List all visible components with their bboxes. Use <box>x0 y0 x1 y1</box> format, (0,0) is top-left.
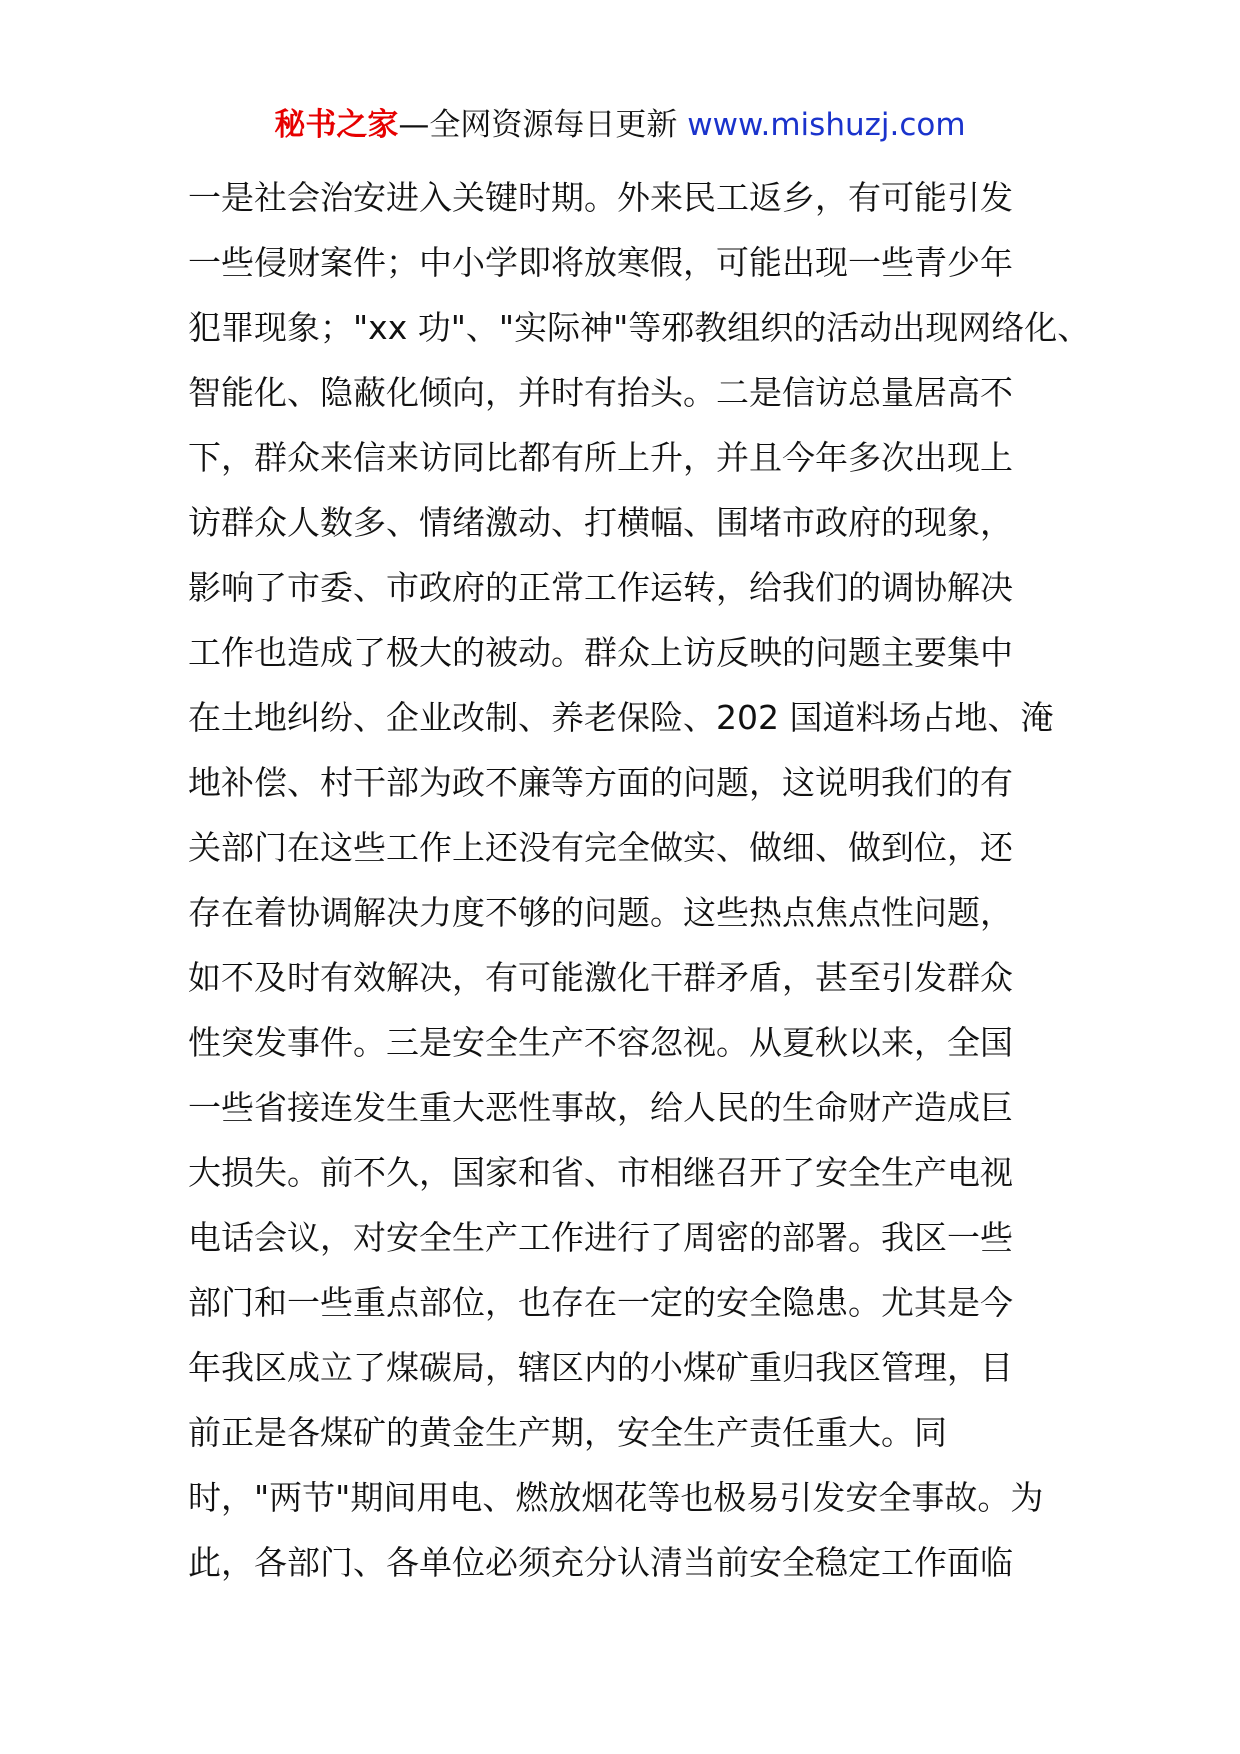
paragraph-line: 电话会议，对安全生产工作进行了周密的部署。我区一些 <box>188 1218 1013 1257</box>
paragraph-line: 访群众人数多、情绪激动、打横幅、围堵市政府的现象， <box>188 503 1013 542</box>
site-tagline: —全网资源每日更新 <box>398 107 678 143</box>
paragraph-line: 在土地纠纷、企业改制、养老保险、202 国道料场占地、淹 <box>188 698 1054 737</box>
paragraph-line: 工作也造成了极大的被动。群众上访反映的问题主要集中 <box>188 633 1013 672</box>
paragraph-line: 部门和一些重点部位，也存在一定的安全隐患。尤其是今 <box>188 1283 1013 1322</box>
paragraph-line: 此，各部门、各单位必须充分认清当前安全稳定工作面临 <box>188 1543 1013 1582</box>
site-brand: 秘书之家 <box>274 107 399 143</box>
paragraph-line: 如不及时有效解决，有可能激化干群矛盾，甚至引发群众 <box>188 958 1013 997</box>
paragraph-line: 影响了市委、市政府的正常工作运转，给我们的调协解决 <box>188 568 1013 607</box>
paragraph-line: 一些省接连发生重大恶性事故，给人民的生命财产造成巨 <box>188 1088 1013 1127</box>
paragraph-line: 一是社会治安进入关键时期。外来民工返乡，有可能引发 <box>188 178 1013 217</box>
paragraph-line: 智能化、隐蔽化倾向，并时有抬头。二是信访总量居高不 <box>188 373 1013 412</box>
paragraph-line: 存在着协调解决力度不够的问题。这些热点焦点性问题， <box>188 893 1013 932</box>
paragraph-line: 大损失。前不久，国家和省、市相继召开了安全生产电视 <box>188 1153 1013 1192</box>
paragraph-line: 关部门在这些工作上还没有完全做实、做细、做到位，还 <box>188 828 1013 867</box>
paragraph-line: 年我区成立了煤碳局，辖区内的小煤矿重归我区管理，目 <box>188 1348 1013 1387</box>
paragraph-line: 地补偿、村干部为政不廉等方面的问题，这说明我们的有 <box>188 763 1013 802</box>
site-url-link[interactable]: www.mishuzj.com <box>687 107 966 143</box>
page-header <box>0 100 1240 150</box>
paragraph-line: 时，"两节"期间用电、燃放烟花等也极易引发安全事故。为 <box>188 1478 1044 1517</box>
paragraph-line: 犯罪现象；"xx 功"、"实际神"等邪教组织的活动出现网络化、 <box>188 308 1091 347</box>
paragraph-line: 一些侵财案件；中小学即将放寒假，可能出现一些青少年 <box>188 243 1013 282</box>
document-body <box>188 165 1091 1595</box>
paragraph-line: 前正是各煤矿的黄金生产期，安全生产责任重大。同 <box>188 1413 947 1452</box>
paragraph-line: 性突发事件。三是安全生产不容忽视。从夏秋以来，全国 <box>188 1023 1013 1062</box>
paragraph-line: 下，群众来信来访同比都有所上升，并且今年多次出现上 <box>188 438 1013 477</box>
